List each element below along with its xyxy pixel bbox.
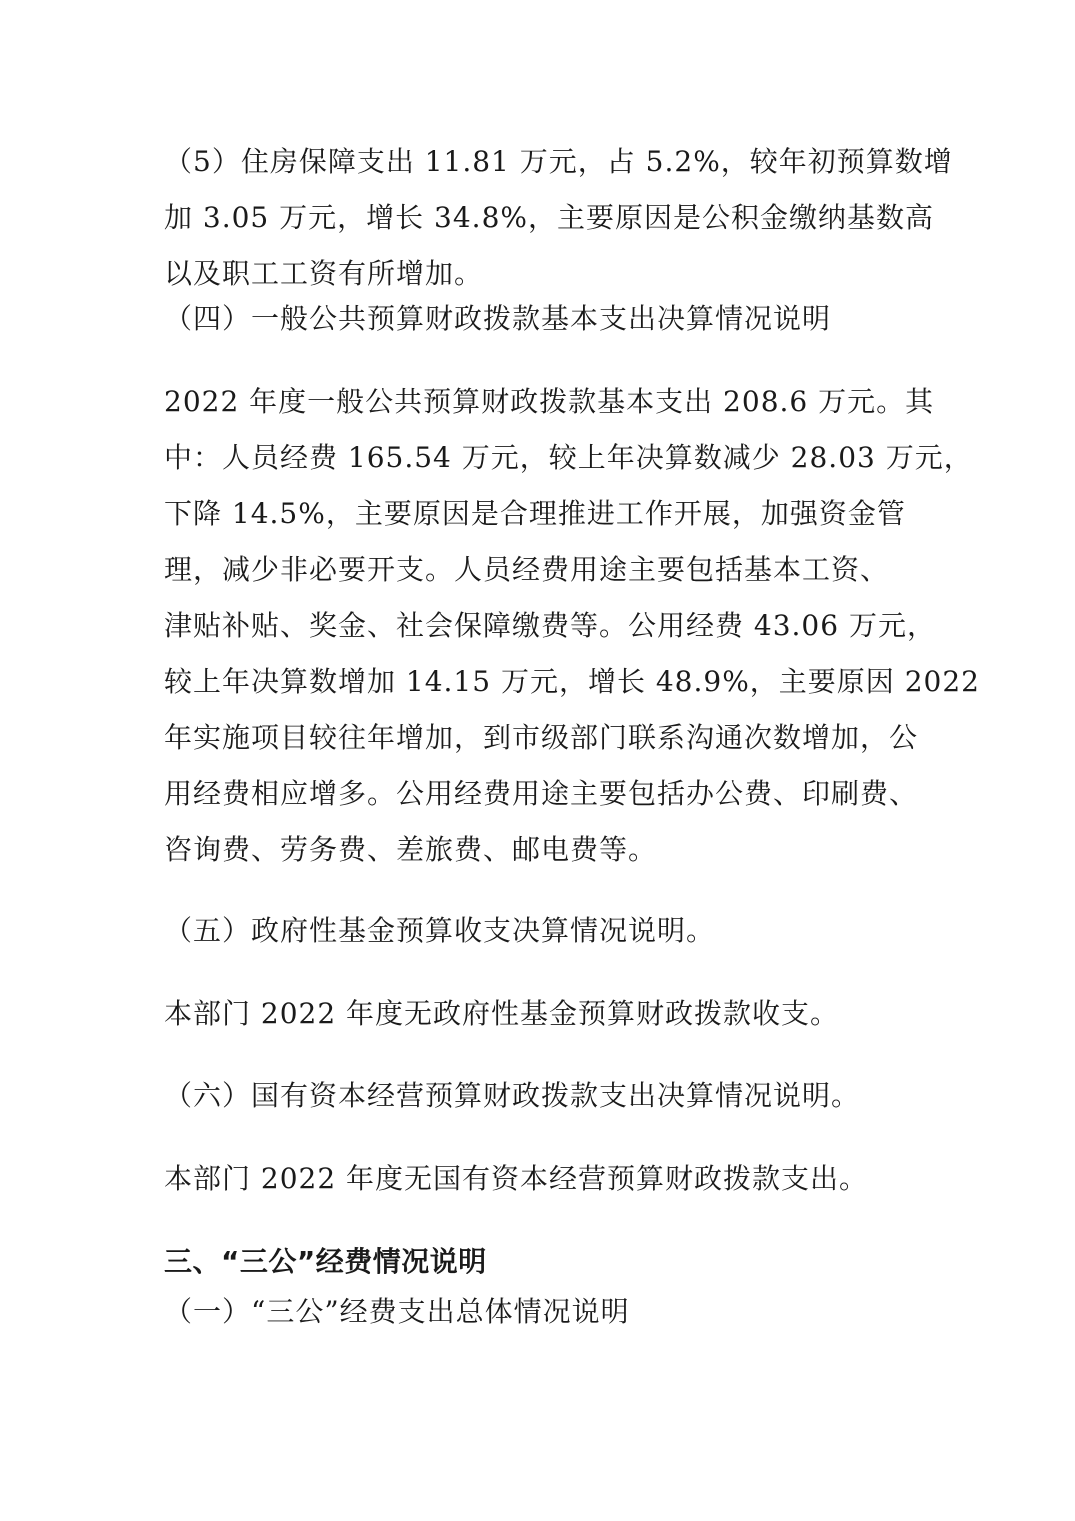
section-heading-four bbox=[164, 291, 914, 347]
paragraph-line: 本部门 2022 年度无国有资本经营预算财政拨款支出。 bbox=[164, 1162, 869, 1195]
paragraph-line: 较上年决算数增加 14.15 万元，增长 48.9%，主要原因 2022 bbox=[164, 665, 980, 698]
chapter-heading-three bbox=[164, 1234, 914, 1290]
paragraph-line: 津贴补贴、奖金、社会保障缴费等。公用经费 43.06 万元， bbox=[164, 609, 936, 642]
section-heading-five bbox=[164, 903, 914, 959]
paragraph-basic-expenditure bbox=[164, 374, 980, 878]
paragraph-line: 下降 14.5%，主要原因是合理推进工作开展，加强资金管 bbox=[164, 497, 906, 530]
paragraph-line: 2022 年度一般公共预算财政拨款基本支出 208.6 万元。其 bbox=[164, 385, 935, 418]
section-heading-three-one bbox=[164, 1284, 914, 1340]
heading-text: （一）“三公”经费支出总体情况说明 bbox=[164, 1295, 630, 1328]
paragraph-housing-security bbox=[164, 134, 953, 302]
heading-text: （六）国有资本经营预算财政拨款支出决算情况说明。 bbox=[164, 1079, 861, 1112]
heading-text: （四）一般公共预算财政拨款基本支出决算情况说明 bbox=[164, 302, 832, 335]
paragraph-state-capital bbox=[164, 1151, 914, 1207]
section-heading-six bbox=[164, 1068, 914, 1124]
paragraph-line: 年实施项目较往年增加，到市级部门联系沟通次数增加，公 bbox=[164, 721, 919, 754]
heading-text: （五）政府性基金预算收支决算情况说明。 bbox=[164, 914, 716, 947]
paragraph-government-fund bbox=[164, 986, 914, 1042]
paragraph-line: 本部门 2022 年度无政府性基金预算财政拨款收支。 bbox=[164, 997, 840, 1030]
heading-text: 三、“三公”经费情况说明 bbox=[164, 1245, 487, 1278]
paragraph-line: 理，减少非必要开支。人员经费用途主要包括基本工资、 bbox=[164, 553, 890, 586]
paragraph-line: （5）住房保障支出 11.81 万元，占 5.2%，较年初预算数增 bbox=[164, 145, 953, 178]
paragraph-line: 以及职工工资有所增加。 bbox=[164, 257, 484, 290]
paragraph-line: 用经费相应增多。公用经费用途主要包括办公费、印刷费、 bbox=[164, 777, 919, 810]
paragraph-line: 中：人员经费 165.54 万元，较上年决算数减少 28.03 万元， bbox=[164, 441, 973, 474]
paragraph-line: 咨询费、劳务费、差旅费、邮电费等。 bbox=[164, 833, 658, 866]
paragraph-line: 加 3.05 万元，增长 34.8%，主要原因是公积金缴纳基数高 bbox=[164, 201, 934, 234]
